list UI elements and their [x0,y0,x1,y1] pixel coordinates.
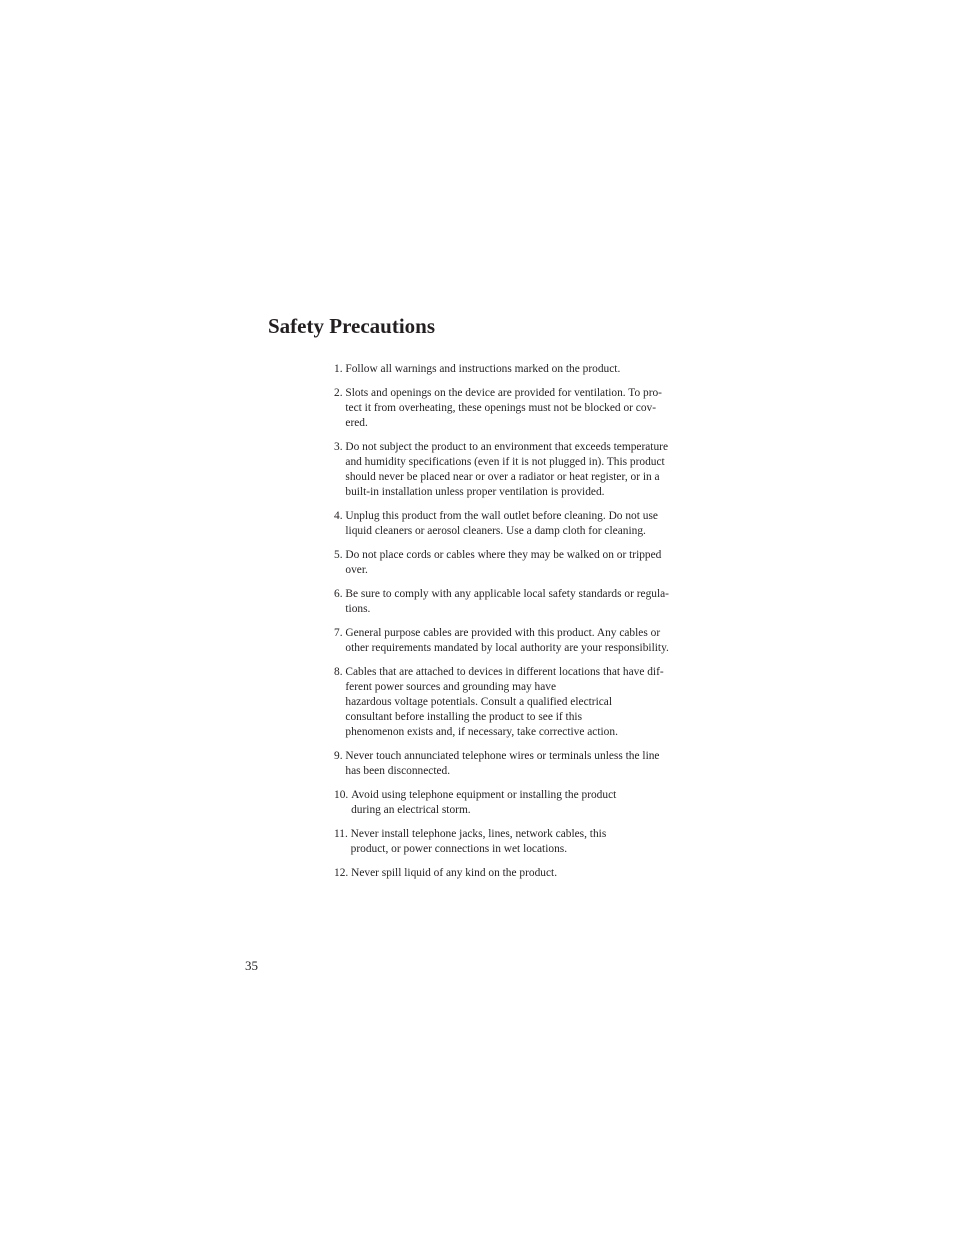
item-text: Do not place cords or cables where they may be walked on or tripped over. [345,549,662,576]
item-number: 3. [334,441,346,453]
list-item [334,749,714,779]
list-item [334,866,714,881]
list-item [334,362,714,377]
item-number: 11. [334,828,351,840]
safety-precautions-list [334,362,714,890]
item-number: 5. [334,549,346,561]
list-item [334,386,714,431]
list-item [334,587,714,617]
item-number: 9. [334,750,346,762]
page-title: Safety Precautions [268,314,436,338]
list-item [334,665,714,740]
item-text: Avoid using telephone equipment or installing the product during an electrical storm. [351,789,617,816]
item-text: Follow all warnings and instructions marked on the product. [345,363,621,375]
item-number: 10. [334,789,352,801]
item-number: 6. [334,588,346,600]
item-text: Never install telephone jacks, lines, network cables, this product, or power connections in wet locations. [350,828,607,855]
item-text: Be sure to comply with any applicable local safety standards or regula- tions. [345,588,669,615]
item-number: 7. [334,627,346,639]
item-number: 12. [334,867,352,879]
item-number: 8. [334,666,346,678]
page-number: 35 [245,958,258,973]
list-item [334,827,714,857]
list-item [334,548,714,578]
item-text: Slots and openings on the device are provided for ventilation. To pro- tect it from overheating, these openings must not be blocked or cov- ered. [345,387,662,429]
item-number: 1. [334,363,346,375]
item-text: Unplug this product from the wall outlet before cleaning. Do not use liquid cleaners or aerosol cleaners. Use a damp cloth for cleaning. [345,510,658,537]
item-text: Cables that are attached to devices in different locations that have dif- ferent power sources and grounding may have hazardous voltage potentials. Consult a qualified electrical consultant before installing the product to see if this phenomenon exists and, if necessary, take corrective action. [345,666,664,738]
item-number: 2. [334,387,346,399]
list-item [334,788,714,818]
list-item [334,509,714,539]
list-item [334,440,714,500]
item-text: General purpose cables are provided with this product. Any cables or other requirements mandated by local authority are your responsibility. [345,627,669,654]
list-item [334,626,714,656]
item-text: Never spill liquid of any kind on the product. [351,867,558,879]
item-text: Never touch annunciated telephone wires or terminals unless the line has been disconnected. [345,750,660,777]
item-number: 4. [334,510,346,522]
item-text: Do not subject the product to an environment that exceeds temperature and humidity specifications (even if it is not plugged in). This product should never be placed near or over a radiator or heat register, or in a built-in installation unless proper ventilation is provided. [345,441,669,498]
